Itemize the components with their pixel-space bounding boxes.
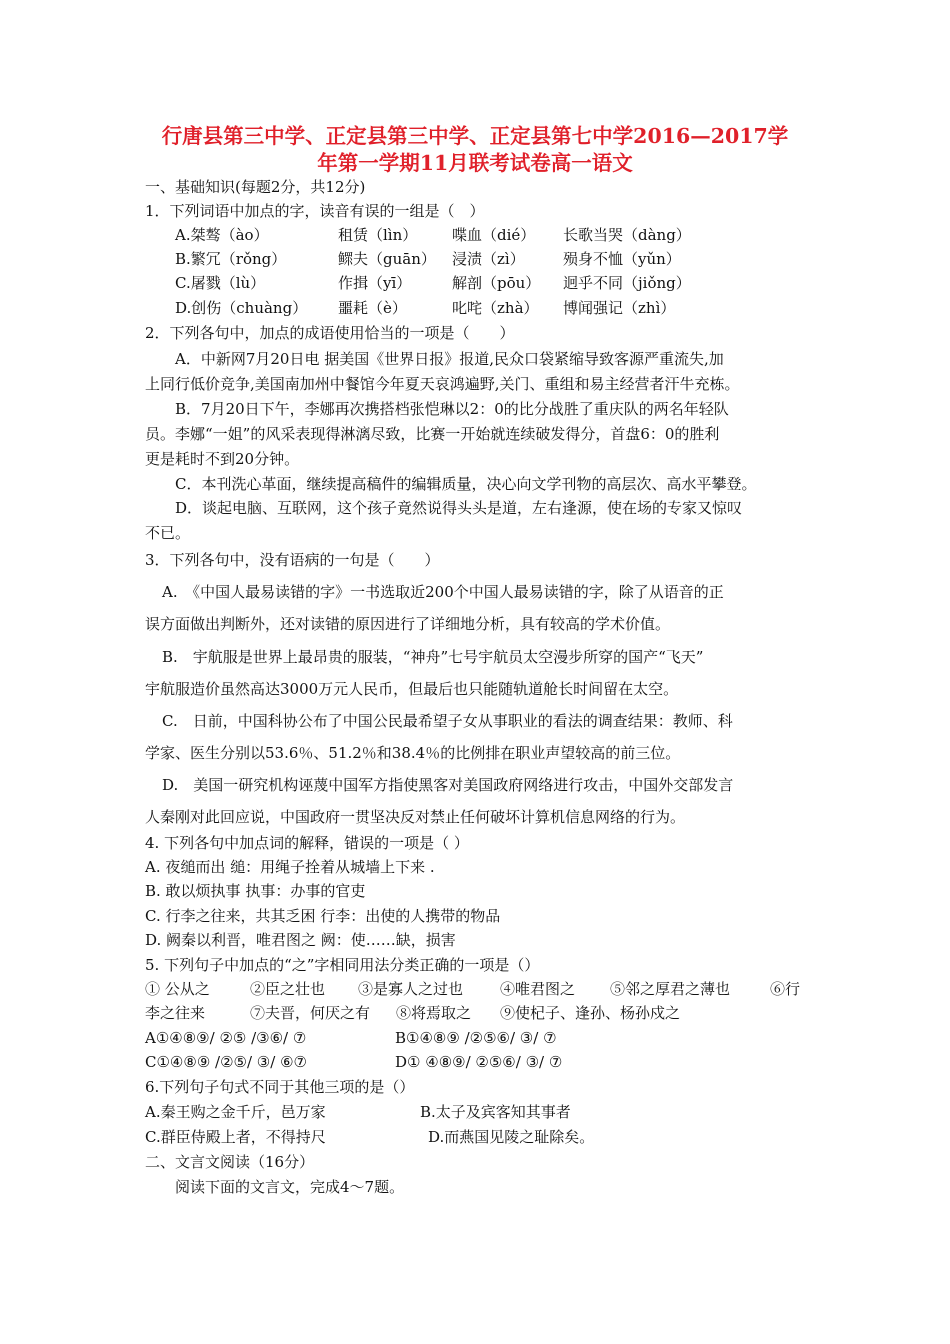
q3-c-line-1: C. 日前，中国科协公布了中国公民最希望子女从事职业的看法的调查结果：教师、科 xyxy=(162,712,733,730)
q5-option-a: A①④⑧⑨/ ②⑤ /③⑥/ ⑦ xyxy=(145,1029,307,1047)
q3-a-line-1: A. 《中国人最易读错的字》一书选取近200个中国人最易读错的字，除了从语音的正 xyxy=(162,583,724,601)
q1-a-word-4: 长歌当哭（dàng） xyxy=(563,226,691,244)
q1-c-word-1: C.屠戮（lù） xyxy=(175,274,266,292)
q3-b-line-1: B. 宇航服是世界上最昂贵的服装，“神舟”七号宇航员太空漫步所穿的国产“飞天” xyxy=(162,648,704,666)
section-2-heading: 二、文言文阅读（16分） xyxy=(145,1153,315,1171)
q5-item-6-end: 李之往来 xyxy=(145,1004,206,1022)
q4-option-a: A. 夜缒而出 缒：用绳子拴着从城墙上下来 . xyxy=(145,858,435,876)
q5-item-6-start: ⑥行 xyxy=(770,980,801,998)
q5-item-9: ⑨使杞子、逢孙、杨孙戍之 xyxy=(500,1004,681,1022)
q3-d-line-2: 人秦刚对此回应说，中国政府一贯坚决反对禁止任何破坏计算机信息网络的行为。 xyxy=(145,808,686,826)
q5-item-4: ④唯君图之 xyxy=(500,980,576,998)
q4-option-b: B. 敢以烦执事 执事：办事的官吏 xyxy=(145,882,366,900)
section-2-intro: 阅读下面的文言文，完成4～7题。 xyxy=(175,1178,405,1196)
q5-item-5: ⑤邻之厚君之薄也 xyxy=(610,980,731,998)
q5-stem: 5. 下列句子中加点的“之”字相同用法分类正确的一项是（） xyxy=(145,956,540,974)
q1-b-word-3: 浸渍（zì） xyxy=(452,250,525,268)
q2-a-line-2: 上同行低价竞争,美国南加州中餐馆今年夏天哀鸿遍野,关门、重组和易主经营者汗牛充栋。 xyxy=(145,375,740,393)
q5-item-2: ②臣之壮也 xyxy=(250,980,326,998)
q2-d-line-1: D．谈起电脑、互联网，这个孩子竟然说得头头是道，左右逢源，使在场的专家又惊叹 xyxy=(175,499,743,517)
q1-d-word-1: D.创伤（chuàng） xyxy=(175,299,308,317)
q1-a-word-1: A.桀骜（ào） xyxy=(175,226,269,244)
q3-d-line-1: D. 美国一研究机构诬蔑中国军方指使黑客对美国政府网络进行攻击，中国外交部发言 xyxy=(162,776,734,794)
q5-item-7: ⑦夫晋，何厌之有 xyxy=(250,1004,371,1022)
q1-b-word-2: 鳏夫（guān） xyxy=(338,250,436,268)
q1-c-word-2: 作揖（yī） xyxy=(338,274,412,292)
q2-b-line-1: B．7月20日下午，李娜再次携搭档张恺琳以2：0的比分战胜了重庆队的两名年轻队 xyxy=(175,400,729,418)
q3-b-line-2: 宇航服造价虽然高达3000万元人民币，但最后也只能随轨道舱长时间留在太空。 xyxy=(145,680,679,698)
q2-a-line-1: A．中新网7月20日电 据美国《世界日报》报道,民众口袋紧缩导致客源严重流失,加 xyxy=(175,350,724,368)
q1-a-word-3: 喋血（dié） xyxy=(452,226,536,244)
q5-option-c: C①④⑧⑨ /②⑤/ ③/ ⑥⑦ xyxy=(145,1053,307,1071)
q1-stem: 1．下列词语中加点的字，读音有误的一组是（ ） xyxy=(145,202,485,220)
section-1-heading: 一、基础知识(每题2分，共12分) xyxy=(145,178,366,196)
q4-option-c: C. 行李之往来，共其乏困 行李：出使的人携带的物品 xyxy=(145,907,501,925)
q6-option-b: B.太子及宾客知其事者 xyxy=(420,1103,571,1121)
q5-item-3: ③是寡人之过也 xyxy=(358,980,464,998)
q1-d-word-3: 叱咤（zhà） xyxy=(452,299,539,317)
q2-c-line-1: C．本刊洗心革面，继续提高稿件的编辑质量，决心向文学刊物的高层次、高水平攀登。 xyxy=(175,475,757,493)
q6-stem: 6.下列句子句式不同于其他三项的是（） xyxy=(145,1078,415,1096)
q1-d-word-4: 博闻强记（zhì） xyxy=(563,299,676,317)
q3-stem: 3．下列各句中，没有语病的一句是（ ） xyxy=(145,551,440,569)
exam-title-line-2: 年第一学期11月联考试卷高一语文 xyxy=(317,151,633,175)
q6-option-d: D.而燕国见陵之耻除矣。 xyxy=(428,1128,595,1146)
q2-b-line-2: 员。李娜“一姐”的风采表现得淋漓尽致，比赛一开始就连续破发得分，首盘6：0的胜利 xyxy=(145,425,720,443)
q3-c-line-2: 学家、医生分别以53.6％、51.2％和38.4％的比例排在职业声望较高的前三位。 xyxy=(145,744,681,762)
q4-stem: 4. 下列各句中加点词的解释，错误的一项是（ ） xyxy=(145,834,469,852)
q1-a-word-2: 租赁（lìn） xyxy=(338,226,418,244)
q2-d-line-2: 不已。 xyxy=(145,524,191,542)
q6-option-c: C.群臣侍殿上者，不得持尺 xyxy=(145,1128,326,1146)
q6-option-a: A.秦王购之金千斤，邑万家 xyxy=(145,1103,326,1121)
q1-b-word-4: 殒身不恤（yǔn） xyxy=(563,250,681,268)
exam-title-line-1: 行唐县第三中学、正定县第三中学、正定县第七中学2016—2017学 xyxy=(161,124,789,148)
q1-c-word-3: 解剖（pōu） xyxy=(452,274,541,292)
q3-a-line-2: 误方面做出判断外，还对读错的原因进行了详细地分析，具有较高的学术价值。 xyxy=(145,615,671,633)
q5-option-b: B①④⑧⑨ /②⑤⑥/ ③/ ⑦ xyxy=(395,1029,557,1047)
q2-stem: 2．下列各句中，加点的成语使用恰当的一项是（ ） xyxy=(145,324,515,342)
q5-option-d: D① ④⑧⑨/ ②⑤⑥/ ③/ ⑦ xyxy=(395,1053,563,1071)
q5-item-1: ① 公从之 xyxy=(145,980,210,998)
q5-item-8: ⑧将焉取之 xyxy=(396,1004,472,1022)
q1-b-word-1: B.繁冗（rǒng） xyxy=(175,250,287,268)
q1-d-word-2: 噩耗（è） xyxy=(338,299,407,317)
q4-option-d: D. 阙秦以利晋，唯君图之 阙：使……缺，损害 xyxy=(145,931,456,949)
q2-b-line-3: 更是耗时不到20分钟。 xyxy=(145,450,300,468)
q1-c-word-4: 迥乎不同（jiǒng） xyxy=(563,274,691,292)
